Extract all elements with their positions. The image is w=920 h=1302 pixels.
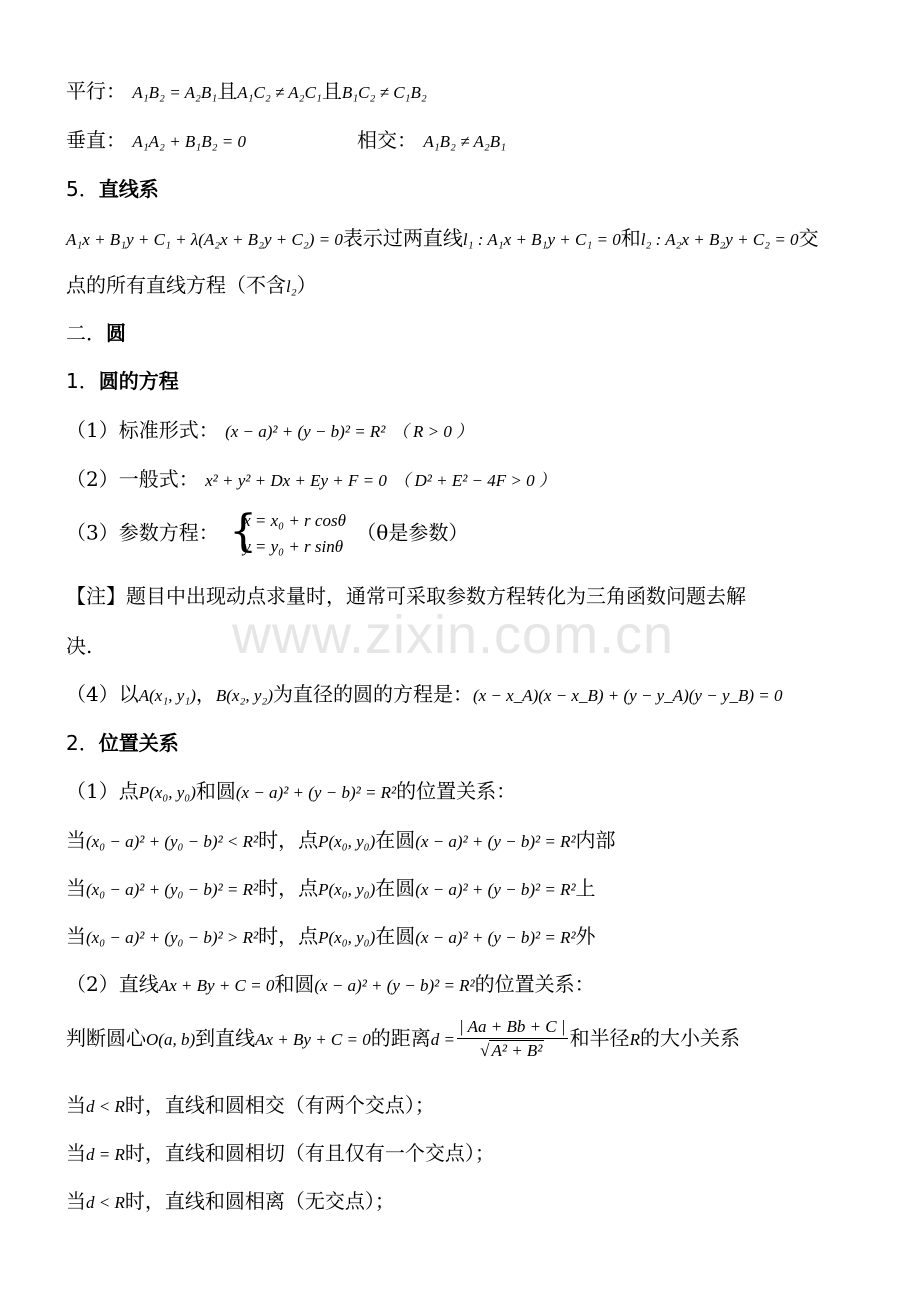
text: 当	[66, 1141, 86, 1165]
diameter-form	[66, 680, 783, 710]
sqrt-radicand: A² + B²	[491, 1041, 543, 1060]
text: 当	[66, 924, 86, 948]
text: ）	[296, 273, 317, 297]
section-number: 二．	[66, 321, 106, 345]
section-title: 圆的方程	[98, 369, 179, 393]
parametric-system	[229, 508, 346, 560]
section-title: 位置关系	[98, 731, 179, 755]
general-formula: x² + y² + Dx + Ey + F = 0	[205, 471, 387, 490]
line-family-text	[66, 271, 317, 301]
fraction-denominator	[457, 1039, 568, 1063]
note-line-2: 决.	[66, 634, 93, 658]
parallel-formula-1: A₁B₂ = A₂B₁	[132, 83, 218, 102]
text: 表示过两直线	[342, 226, 463, 250]
parallel-formula-2: A₁C₂ ≠ A₂C₁	[237, 83, 322, 102]
text: （4）以	[66, 682, 139, 706]
center-o: O(a, b)	[146, 1030, 196, 1049]
subsection-heading	[66, 367, 179, 395]
point-b: B(x₂, y₂)	[215, 686, 273, 705]
family-formula: A₁x + B₁y + C₁ + λ(A₂x + B₂y + C₂) = 0	[66, 230, 343, 249]
fraction-numerator: | Aa + Bb + C |	[457, 1016, 568, 1039]
parallel-formula-3: B₁C₂ ≠ C₁B₂	[341, 83, 427, 102]
brace-icon: {	[229, 506, 258, 557]
text: 在圆	[375, 876, 416, 900]
l2-symbol: l₂	[286, 277, 297, 296]
perpendicular-condition	[66, 126, 246, 156]
standard-formula: (x − a)² + (y − b)² = R²	[225, 422, 386, 441]
circle-formula: (x − a)² + (y − b)² = R²	[314, 976, 475, 995]
point-position-intro	[66, 777, 516, 807]
text: 当	[66, 876, 86, 900]
text: 内部	[575, 828, 616, 852]
circle-formula: (x − a)² + (y − b)² = R²	[415, 928, 576, 947]
text: 时，点	[258, 924, 319, 948]
case-condition: d < R	[86, 1193, 125, 1212]
perp-label: 垂直：	[66, 128, 126, 152]
section-number: 1．	[66, 369, 99, 393]
point-outside-case	[66, 922, 596, 952]
and-text: 且	[217, 79, 238, 103]
point-p: P(x₀, y₀)	[318, 832, 376, 851]
line-family-equation	[66, 224, 819, 254]
text: 时，点	[258, 876, 319, 900]
perp-formula: A₁A₂ + B₁B₂ = 0	[132, 132, 246, 151]
point-p: P(x₀, y₀)	[318, 928, 376, 947]
text: 的位置关系：	[474, 972, 595, 996]
text: 到直线	[195, 1026, 256, 1050]
text: 时，点	[258, 828, 319, 852]
text: 和圆	[195, 779, 236, 803]
line-position-intro	[66, 970, 595, 1000]
text: 点的所有直线方程（不含	[66, 273, 286, 297]
case-intersect	[66, 1091, 435, 1121]
section-heading	[66, 319, 126, 347]
on-condition: (x₀ − a)² + (y₀ − b)² = R²	[86, 880, 259, 899]
watermark: www.zixin.com.cn	[232, 605, 675, 665]
parametric-form	[66, 508, 468, 560]
point-on-case	[66, 874, 596, 904]
text: 外	[575, 924, 596, 948]
text: 上	[575, 876, 596, 900]
case-condition: d = R	[86, 1145, 125, 1164]
section-number: 5．	[66, 177, 99, 201]
text: 判断圆心	[66, 1026, 146, 1050]
radius-symbol: R	[629, 1030, 640, 1049]
general-condition: （ D² + E² − 4F > 0 ）	[393, 471, 556, 490]
parallel-label: 平行：	[66, 79, 126, 103]
text: 的距离	[370, 1026, 431, 1050]
point-a: A(x₁, y₁)	[138, 686, 196, 705]
subsection-heading	[66, 729, 179, 757]
text: （1）点	[66, 779, 139, 803]
circle-formula: (x − a)² + (y − b)² = R²	[415, 880, 576, 899]
text: 在圆	[375, 828, 416, 852]
case-condition: d < R	[86, 1097, 125, 1116]
text: 当	[66, 1093, 86, 1117]
text: 的大小关系	[639, 1026, 740, 1050]
sqrt-icon: √	[480, 1041, 490, 1060]
parametric-condition: （θ是参数）	[356, 520, 469, 545]
and-text: 且	[321, 79, 342, 103]
text: 为直径的圆的方程是：	[272, 682, 473, 706]
intersect-formula: A₁B₂ ≠ A₂B₁	[423, 132, 507, 151]
standard-condition: （ R > 0 ）	[391, 422, 474, 441]
text: 时，直线和圆相切（有且仅有一个交点）；	[124, 1141, 495, 1165]
point-p: P(x₀, y₀)	[138, 783, 196, 802]
point-inside-case	[66, 826, 616, 856]
text: 当	[66, 1189, 86, 1213]
section-title: 圆	[106, 321, 126, 345]
section-number: 2．	[66, 731, 99, 755]
text: 当	[66, 828, 86, 852]
intersect-label: 相交：	[357, 128, 417, 152]
text: 交	[798, 226, 819, 250]
line-formula: Ax + By + C = 0	[158, 976, 275, 995]
outside-condition: (x₀ − a)² + (y₀ − b)² > R²	[86, 928, 259, 947]
text: 在圆	[375, 924, 416, 948]
parallel-condition	[66, 77, 427, 107]
text: 和半径	[569, 1026, 630, 1050]
text: （2）直线	[66, 972, 159, 996]
text: 时，直线和圆相交（有两个交点）；	[124, 1093, 435, 1117]
item-label: （2）一般式：	[66, 467, 199, 491]
circle-formula: (x − a)² + (y − b)² = R²	[415, 832, 576, 851]
distance-symbol: d =	[430, 1030, 455, 1049]
text: ，	[195, 682, 216, 706]
standard-form	[66, 416, 473, 446]
text: 的位置关系：	[396, 779, 517, 803]
point-p: P(x₀, y₀)	[318, 880, 376, 899]
inside-condition: (x₀ − a)² + (y₀ − b)² < R²	[86, 832, 259, 851]
parametric-x: x = x₀ + r cosθ	[243, 511, 346, 530]
note-line-1: 【注】题目中出现动点求量时，通常可采取参数方程转化为三角函数问题去解	[66, 584, 746, 608]
distance-judgement	[66, 1016, 740, 1063]
diameter-formula: (x − x_A)(x − x_B) + (y − y_A)(y − y_B) = 0	[472, 686, 783, 705]
general-form	[66, 465, 556, 495]
item-label: （1）标准形式：	[66, 418, 219, 442]
circle-formula: (x − a)² + (y − b)² = R²	[235, 783, 397, 802]
text: 和圆	[274, 972, 315, 996]
text: 和	[620, 226, 641, 250]
item-label: （3）参数方程：	[66, 520, 219, 545]
line-l2-formula: l₂ : A₂x + B₂y + C₂ = 0	[640, 230, 799, 249]
parametric-y: y = y₀ + r sinθ	[243, 537, 344, 556]
line-l1-formula: l₁ : A₁x + B₁y + C₁ = 0	[462, 230, 621, 249]
section-heading	[66, 175, 159, 203]
case-tangent	[66, 1139, 495, 1169]
distance-fraction	[457, 1016, 568, 1063]
text: 时，直线和圆相离（无交点）；	[124, 1189, 395, 1213]
case-separate	[66, 1187, 395, 1217]
intersect-condition	[357, 126, 506, 156]
section-title: 直线系	[98, 177, 159, 201]
line-formula: Ax + By + C = 0	[255, 1030, 371, 1049]
